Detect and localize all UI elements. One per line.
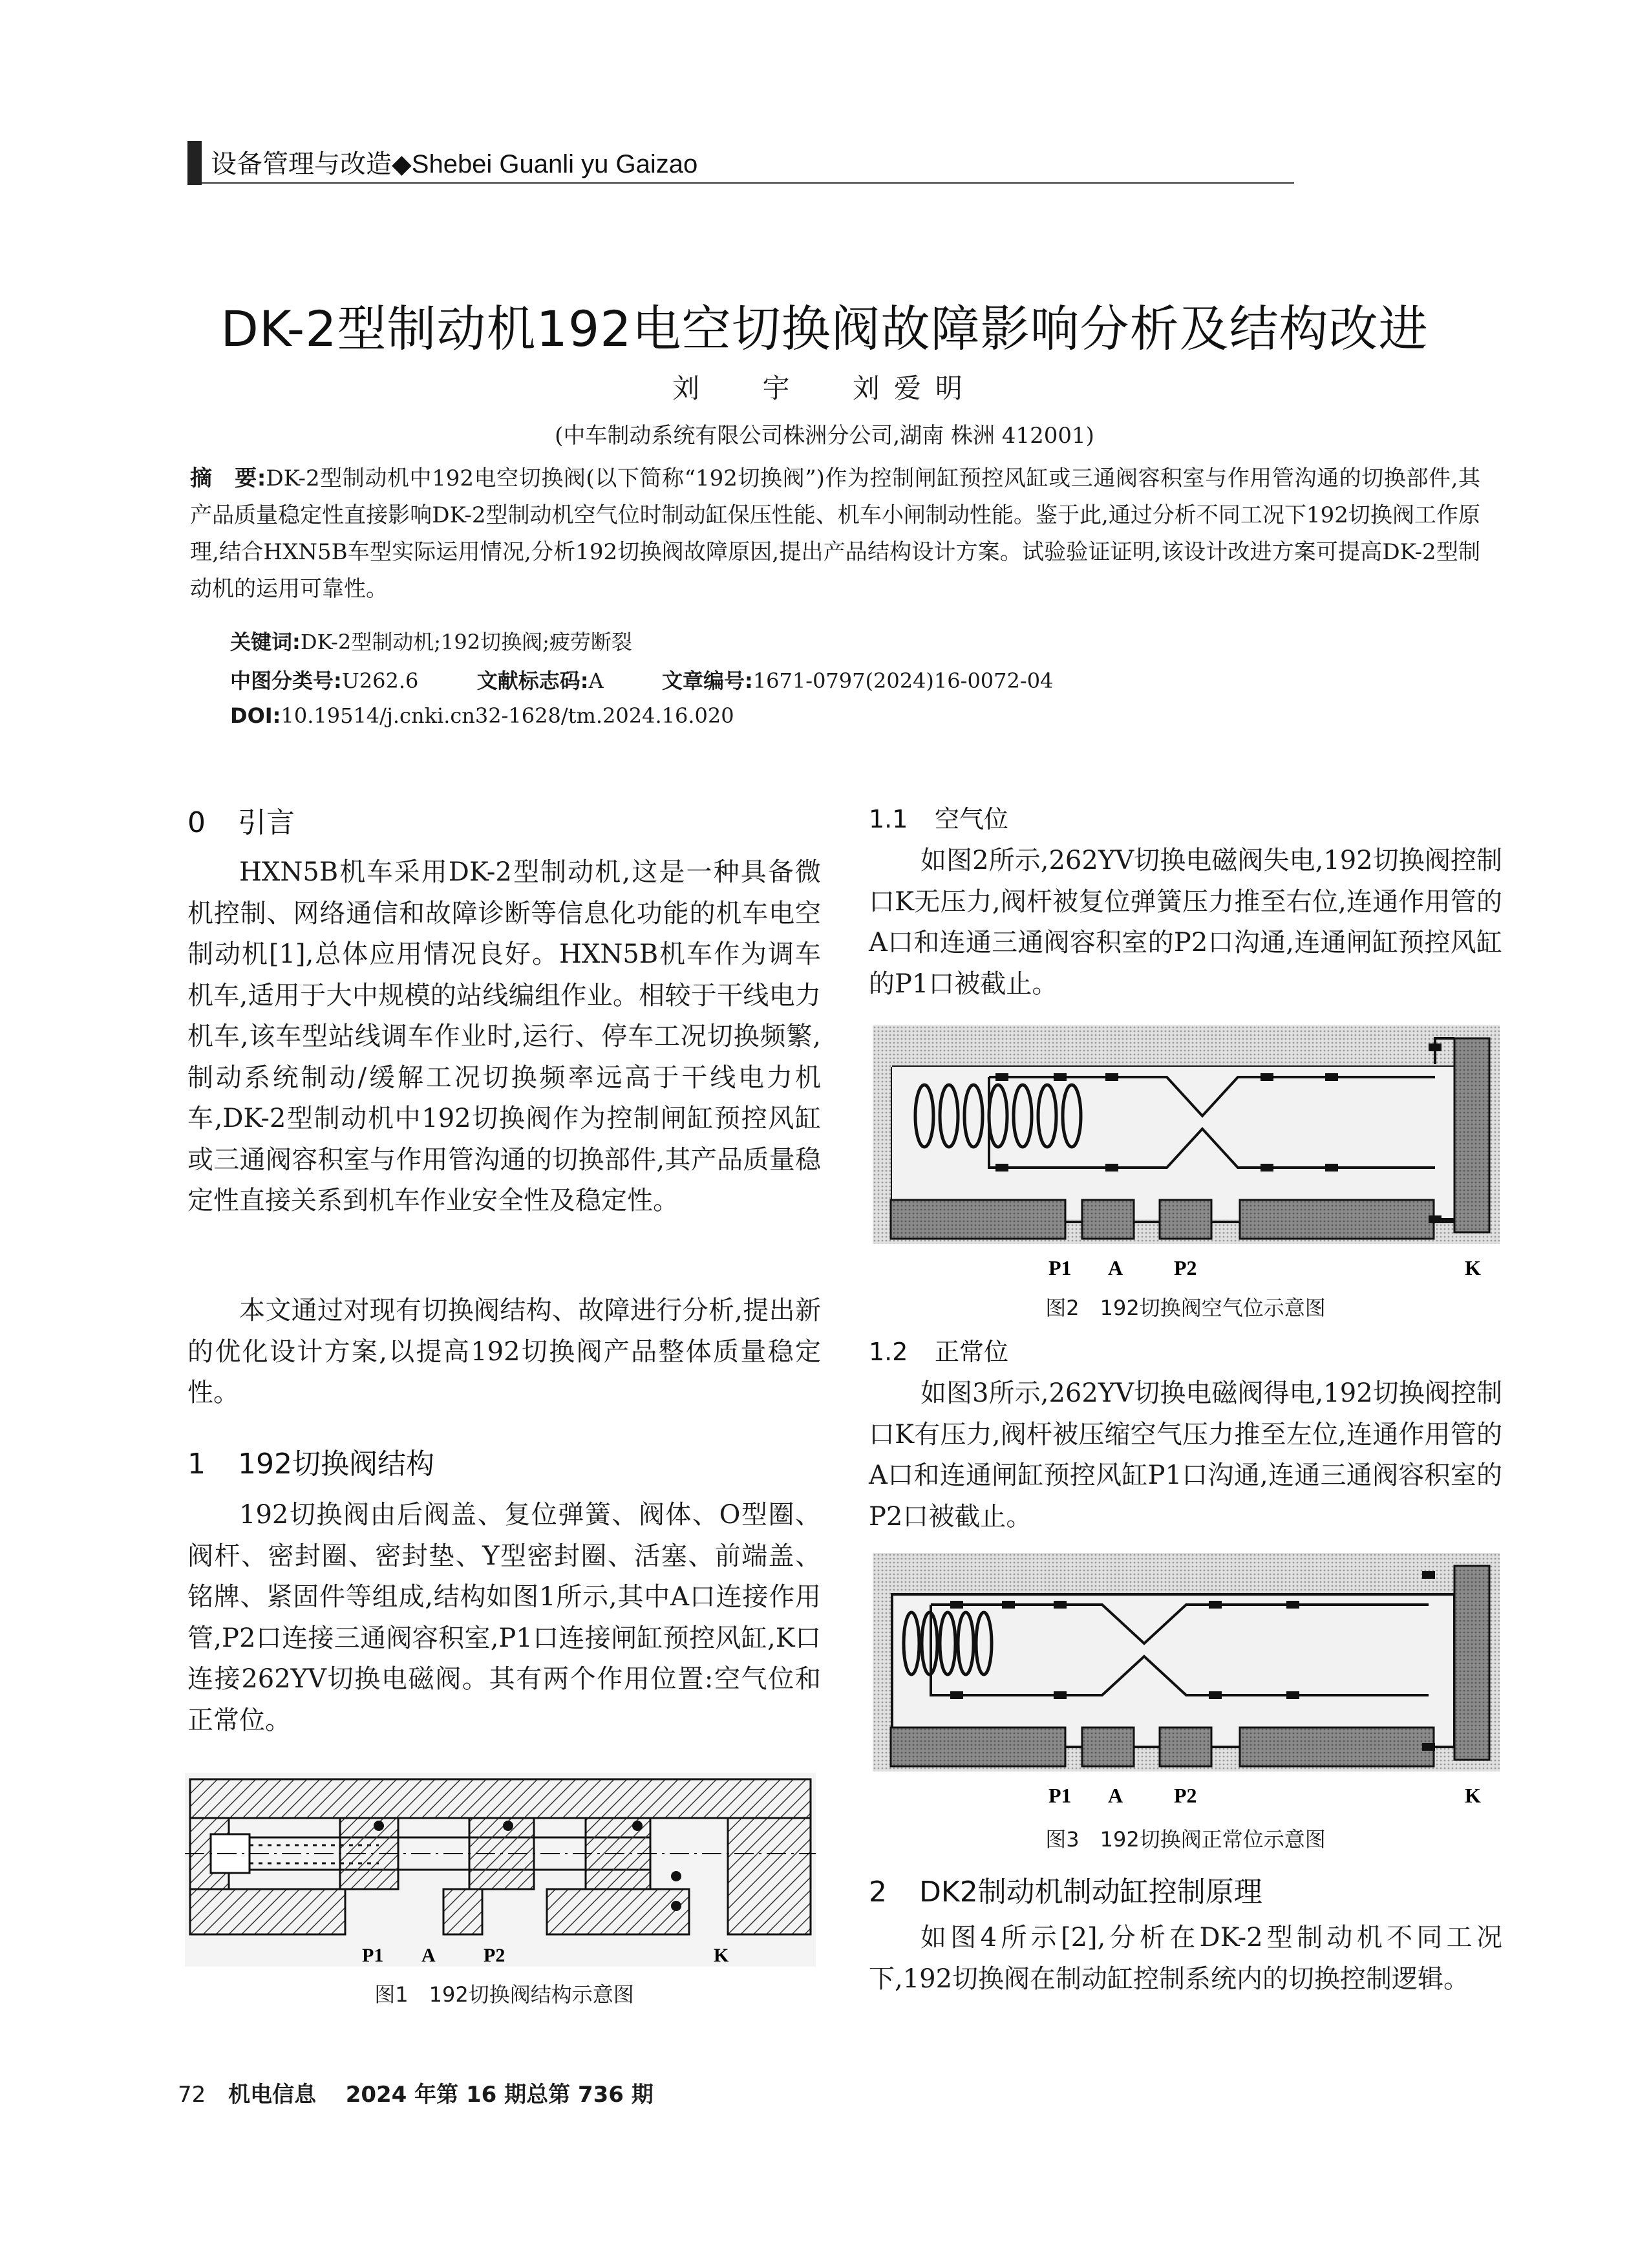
abstract-text: DK-2型制动机中192电空切换阀(以下简称“192切换阀”)作为控制闸缸预控风缸或三通阀容积室与作用管沟通的切换部件,其产品质量稳定性直接影响DK-2型制动机空气位时制动缸保压性能、机车小闸制动性能。鉴于此,通过分析不同工况下192切换阀工作原理,结合HXN5B车型实际运用情况,分析192切换阀故障原因,提出产品结构设计方案。试验验证证明,该设计改进方案可提高DK-2型制动机的运用可靠性。 — [190, 465, 1480, 602]
port-label-a: A — [421, 1945, 436, 1966]
header-rule — [202, 182, 1294, 184]
article-no-label: 文章编号: — [662, 669, 753, 693]
valve-body-bottom-right — [547, 1889, 689, 1934]
figure-3-drawing — [873, 1553, 1500, 1812]
issue-info: 2024 年第 16 期总第 736 期 — [345, 2082, 654, 2108]
section-0-heading — [187, 799, 821, 840]
valve-body-bottom-mid — [443, 1889, 482, 1934]
structure-paragraph: 192切换阀由后阀盖、复位弹簧、阀体、O型圈、阀杆、密封圈、密封垫、Y型密封圈、活塞、前端盖、铭牌、紧固件等组成,结构如图1所示,其中A口连接作用管,P2口连接三通阀容积室,P1口连接闸缸预控风缸,K口连接262YV切换电磁阀。其有两个作用位置:空气位和正常位。 — [187, 1500, 821, 1735]
port-label-a: A — [1108, 1784, 1123, 1807]
front-cover — [1454, 1566, 1489, 1760]
body-block-p2 — [1160, 1200, 1211, 1239]
port-label-p2: P2 — [1174, 1784, 1197, 1807]
article-no-value: 1671-0797(2024)16-0072-04 — [752, 669, 1054, 693]
body-block-p1 — [891, 1728, 1065, 1766]
figure-1-drawing — [185, 1773, 816, 1967]
running-header — [211, 144, 697, 180]
section-number: 0 — [187, 806, 206, 839]
article-title: DK-2型制动机192电空切换阀故障影响分析及结构改进 — [220, 300, 1429, 358]
o-ring — [671, 1901, 681, 1911]
doc-code-label: 文献标志码: — [476, 669, 589, 693]
valve-body-bottom-left — [190, 1889, 345, 1934]
normal-position-paragraph: 如图3所示,262YV切换电磁阀得电,192切换阀控制口K有压力,阀杆被压缩空气压力推至左位,连通作用管的A口和连通闸缸预控风缸P1口沟通,连通三通阀容积室的P2口被截止。 — [869, 1378, 1502, 1532]
body-block-p1 — [891, 1200, 1065, 1239]
authors: 刘 宇 刘爱明 — [672, 372, 977, 404]
body-block-a — [1082, 1728, 1134, 1766]
page-number: 72 — [178, 2082, 206, 2108]
figure-3-caption: 图3 192切换阀正常位示意图 — [1045, 1827, 1326, 1852]
o-ring — [374, 1821, 384, 1831]
front-cover — [728, 1818, 811, 1934]
doc-code-value: A — [588, 669, 604, 693]
abstract — [190, 460, 1480, 608]
affiliation: (中车制动系统有限公司株洲分公司,湖南 株洲 412001) — [555, 423, 1094, 449]
o-ring — [671, 1871, 681, 1881]
body-block-a — [1082, 1200, 1134, 1239]
header-section-en: Shebei Guanli yu Gaizao — [411, 150, 698, 178]
section-number: 1.2 — [869, 1338, 908, 1366]
port-label-p2: P2 — [1174, 1256, 1197, 1279]
port-label-k: K — [714, 1945, 729, 1966]
air-position-paragraph: 如图2所示,262YV切换电磁阀失电,192切换阀控制口K无压力,阀杆被复位弹簧压力推至右位,连通作用管的A口和连通三通阀容积室的P2口沟通,连通闸缸预控风缸的P1口被截止。 — [869, 846, 1502, 999]
brake-cylinder-paragraph: 如图4所示[2],分析在DK-2型制动机不同工况下,192切换阀在制动缸控制系统内的切换控制逻辑。 — [869, 1923, 1502, 1994]
port-label-a: A — [1108, 1256, 1123, 1279]
port-label-k: K — [1465, 1256, 1481, 1279]
classification-line — [230, 665, 1053, 694]
clc-value: U262.6 — [341, 669, 419, 693]
section-1-heading — [187, 1440, 821, 1482]
front-cover — [1454, 1038, 1489, 1232]
abstract-label: 摘 要: — [190, 465, 266, 491]
port-label-k: K — [1465, 1784, 1481, 1807]
page-footer — [178, 2077, 654, 2108]
port-label-p1: P1 — [362, 1945, 384, 1966]
doi-line — [230, 703, 734, 728]
header-section-cn: 设备管理与改造 — [211, 149, 392, 179]
section-number: 1.1 — [869, 805, 908, 833]
o-ring — [632, 1821, 643, 1831]
body-block-right — [1240, 1200, 1434, 1239]
body-block-right — [1240, 1728, 1434, 1766]
keywords-label: 关键词: — [230, 630, 301, 654]
port-label-p1: P1 — [1048, 1256, 1072, 1279]
o-ring — [503, 1821, 513, 1831]
body-block-p2 — [1160, 1728, 1211, 1766]
intro-paragraph-1: HXN5B机车采用DK-2型制动机,这是一种具备微机控制、网络通信和故障诊断等信息化功能的机车电空制动机[1],总体应用情况良好。HXN5B机车作为调车机车,适用于大中规模的站线编组作业。相较于干线电力机车,该车型站线调车作业时,运行、停车工况切换频繁,制动系统制动/缓解工况切换频率远高于干线电力机车,DK-2型制动机中192切换阀作为控制闸缸预控风缸或三通阀容积室与作用管沟通的切换部件,其产品质量稳定性直接关系到机车作业安全性及稳定性。 — [187, 857, 821, 1215]
section-title: 192切换阀结构 — [238, 1448, 434, 1481]
section-1-2-heading — [869, 1332, 1502, 1367]
section-number: 1 — [187, 1448, 206, 1481]
figure-1-caption: 图1 192切换阀结构示意图 — [374, 1982, 634, 2007]
doi-value: 10.19514/j.cnki.cn32-1628/tm.2024.16.020 — [281, 703, 734, 728]
port-label-p1: P1 — [1048, 1784, 1072, 1807]
valve-body-top — [190, 1779, 811, 1818]
figure-2-drawing — [873, 1025, 1500, 1284]
doi-label: DOI: — [230, 703, 281, 728]
keywords — [230, 626, 632, 656]
section-title: 正常位 — [935, 1338, 1009, 1366]
clc-label: 中图分类号: — [230, 669, 342, 693]
figure-2-caption: 图2 192切换阀空气位示意图 — [1045, 1296, 1326, 1320]
section-title: 空气位 — [935, 805, 1009, 833]
header-bar — [187, 141, 202, 185]
port-label-p2: P2 — [484, 1945, 505, 1966]
journal-name: 机电信息 — [228, 2082, 317, 2108]
section-number: 2 — [869, 1876, 887, 1909]
header-separator: ◆ — [392, 149, 412, 179]
section-2-heading — [869, 1868, 1502, 1910]
section-1-1-heading — [869, 799, 1502, 835]
intro-paragraph-2: 本文通过对现有切换阀结构、故障进行分析,提出新的优化设计方案,以提高192切换阀产品整体质量稳定性。 — [187, 1296, 821, 1407]
keywords-text: DK-2型制动机;192切换阀;疲劳断裂 — [300, 630, 632, 654]
section-title: 引言 — [238, 806, 295, 839]
section-title: DK2制动机制动缸控制原理 — [919, 1876, 1262, 1909]
